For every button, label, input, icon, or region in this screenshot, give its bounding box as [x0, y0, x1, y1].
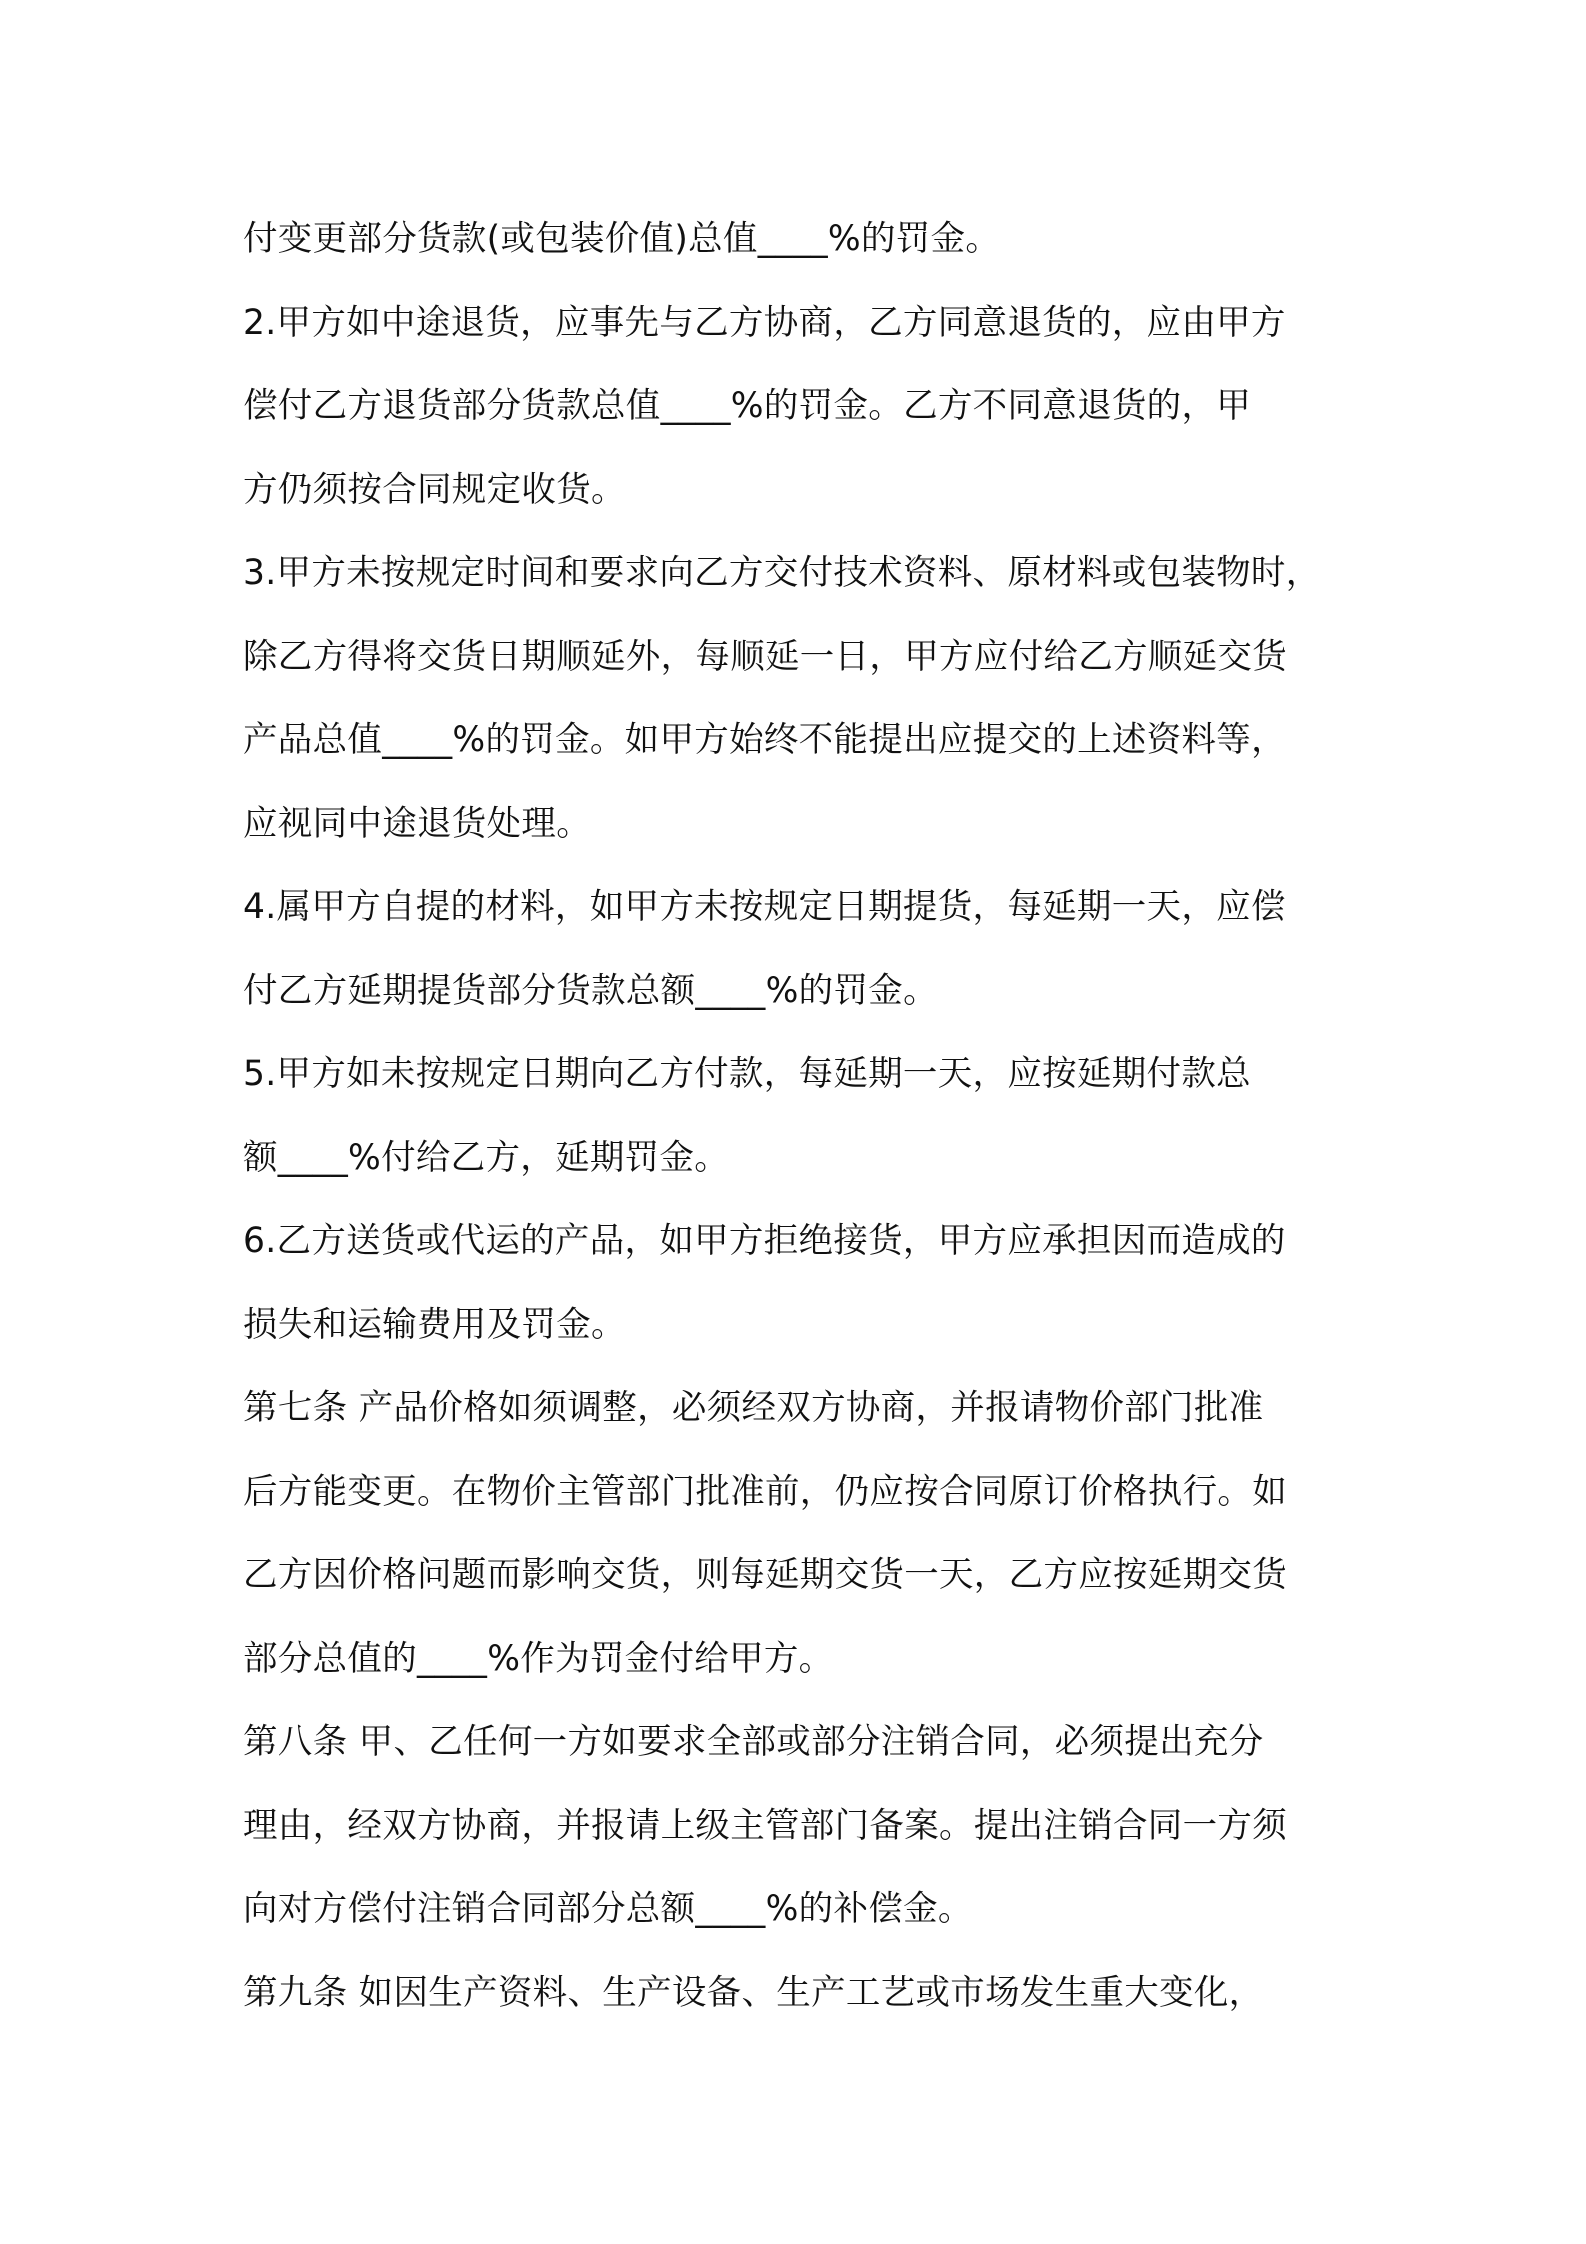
- text-line: 部分总值的____%作为罚金付给甲方。: [243, 1638, 834, 1679]
- text-line: 付乙方延期提货部分货款总额____%的罚金。: [243, 970, 938, 1011]
- text-line: 4.属甲方自提的材料，如甲方未按规定日期提货，每延期一天，应偿: [243, 887, 1286, 927]
- text-line: 产品总值____%的罚金。如甲方始终不能提出应提交的上述资料等，: [243, 720, 1286, 760]
- text-line: 第九条 如因生产资料、生产设备、生产工艺或市场发生重大变化，: [243, 1972, 1264, 2013]
- contract-text: [243, 198, 1373, 2035]
- text-line: 第七条 产品价格如须调整，必须经双方协商，并报请物价部门批准: [243, 1388, 1264, 1428]
- text-line: 乙方因价格问题而影响交货，则每延期交货一天，乙方应按延期交货: [243, 1555, 1287, 1595]
- text-line: 应视同中途退货处理。: [243, 803, 591, 844]
- text-line: 付变更部分货款(或包装价值)总值____%的罚金。: [243, 219, 1001, 259]
- text-line: 后方能变更。在物价主管部门批准前，仍应按合同原订价格执行。如: [243, 1471, 1287, 1512]
- text-line: 向对方偿付注销合同部分总额____%的补偿金。: [243, 1889, 973, 1929]
- text-line: 方仍须按合同规定收货。: [243, 469, 626, 510]
- text-line: 理由，经双方协商，并报请上级主管部门备案。提出注销合同一方须: [243, 1805, 1287, 1846]
- text-line: 损失和运输费用及罚金。: [243, 1304, 626, 1345]
- text-line: 第八条 甲、乙任何一方如要求全部或部分注销合同，必须提出充分: [243, 1722, 1264, 1762]
- text-line: 2.甲方如中途退货，应事先与乙方协商，乙方同意退货的，应由甲方: [243, 302, 1286, 343]
- text-line: 3.甲方未按规定时间和要求向乙方交付技术资料、原材料或包装物时，: [243, 553, 1321, 593]
- text-line: 5.甲方如未按规定日期向乙方付款，每延期一天，应按延期付款总: [243, 1054, 1251, 1094]
- text-line: 除乙方得将交货日期顺延外，每顺延一日，甲方应付给乙方顺延交货: [243, 636, 1287, 677]
- text-line: 偿付乙方退货部分货款总值____%的罚金。乙方不同意退货的，甲: [243, 386, 1252, 426]
- text-line: 额____%付给乙方，延期罚金。: [243, 1137, 730, 1178]
- text-line: 6.乙方送货或代运的产品，如甲方拒绝接货，甲方应承担因而造成的: [243, 1221, 1286, 1261]
